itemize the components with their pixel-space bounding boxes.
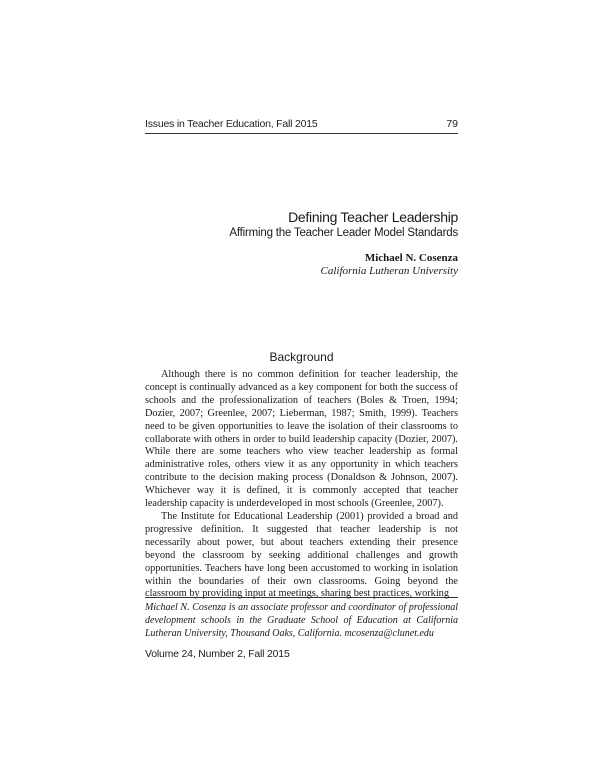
section-heading: Background xyxy=(269,350,334,364)
body-text xyxy=(145,369,458,601)
author-footnote: Michael N. Cosenza is an associate professor and coordinator of professional development schools in the Graduate School of Education at California Lutheran University, Thousand Oaks, California. mcosenza@clunet.edu xyxy=(145,602,458,639)
journal-name: Issues in Teacher Education, Fall 2015 xyxy=(145,118,318,130)
body-paragraph: Although there is no common definition for teacher leadership, the concept is continually advanced as a key component for both the success of schools and the professionalization of teachers (Boles & Troen, 1994; Dozier, 2007; Greenlee, 2007; Lieberman, 1987; Smith, 1999). Teachers need to be given opportunities to leave the isolation of their classrooms to collaborate with others in order to build leadership capacity (Dozier, 2007). While there are some teachers who view teacher leadership as formal administrative roles, others view it as any opportunity in which teachers contribute to the decision making process (Donaldson & Johnson, 2007). Whichever way it is defined, it is commonly accepted that teacher leadership capacity is underdeveloped in most schools (Greenlee, 2007). xyxy=(145,369,458,510)
author-name: Michael N. Cosenza xyxy=(364,252,458,264)
author-affiliation: California Lutheran University xyxy=(320,265,458,277)
running-head xyxy=(145,118,458,130)
author-block xyxy=(145,252,458,278)
title-block xyxy=(145,209,458,240)
body-paragraph: The Institute for Educational Leadership (2001) provided a broad and progressive definition. It suggested that teacher leadership is not necessarily about power, but about teachers extending their presence beyond the classroom by seeking additional challenges and growth opportunities. Teachers have long been accustomed to working in isolation within the boundaries of their own classrooms. Going beyond the classroom by providing input at meetings, sharing best practices, working xyxy=(145,510,458,600)
article-subtitle: Affirming the Teacher Leader Model Standards xyxy=(229,227,458,239)
page-number: 79 xyxy=(446,118,458,130)
footnote-divider xyxy=(145,597,458,598)
issue-footer: Volume 24, Number 2, Fall 2015 xyxy=(145,648,290,660)
article-title: Defining Teacher Leadership xyxy=(288,209,458,225)
header-divider xyxy=(145,133,458,134)
